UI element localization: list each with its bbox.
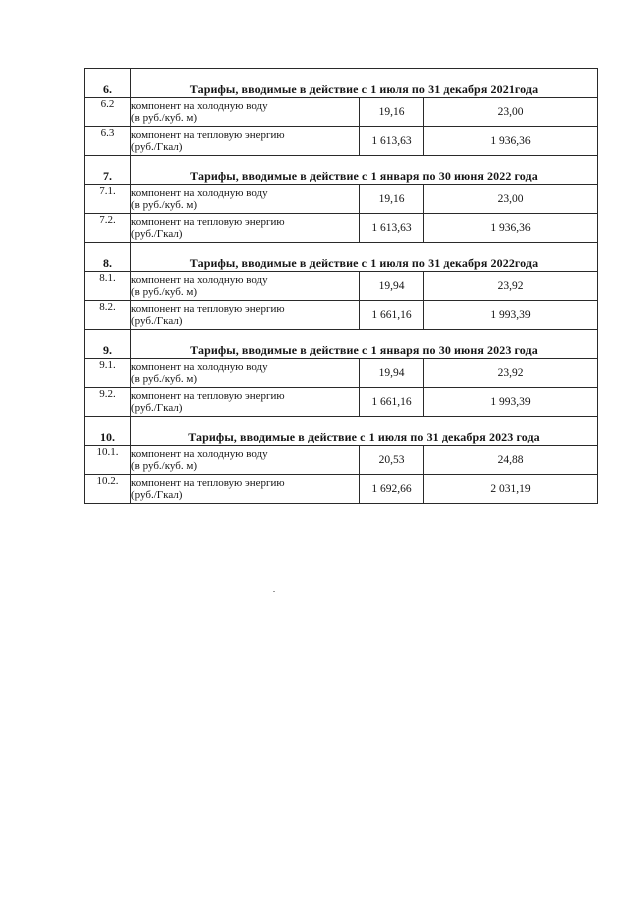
tariff-value-vat: 2 031,19 [424, 475, 598, 504]
tariff-value-vat: 23,00 [424, 185, 598, 214]
component-label: компонент на холодную воду [131, 447, 268, 460]
row-number: 7.2. [85, 214, 131, 243]
component-name [131, 446, 360, 475]
tariff-value: 1 613,63 [360, 214, 424, 243]
tariff-value-vat: 1 993,39 [424, 301, 598, 330]
section-title: Тарифы, вводимые в действие с 1 января по 30 июня 2023 года [131, 330, 598, 359]
component-label: компонент на тепловую энергию [131, 128, 285, 141]
component-name [131, 127, 360, 156]
component-name [131, 388, 360, 417]
scan-speck [273, 591, 275, 592]
component-unit: (руб./Гкал) [131, 402, 183, 414]
section-title: Тарифы, вводимые в действие с 1 июля по 31 декабря 2022года [131, 243, 598, 272]
component-name [131, 359, 360, 388]
tariff-value: 1 613,63 [360, 127, 424, 156]
table-row [85, 446, 598, 475]
section-header [85, 156, 598, 185]
row-number: 9.1. [85, 359, 131, 388]
row-number: 8.1. [85, 272, 131, 301]
tariff-value-vat: 1 993,39 [424, 388, 598, 417]
section-number: 7. [85, 156, 131, 185]
component-unit: (в руб./куб. м) [131, 460, 197, 472]
tariff-value: 1 661,16 [360, 301, 424, 330]
component-name [131, 214, 360, 243]
row-number: 10.2. [85, 475, 131, 504]
component-name [131, 475, 360, 504]
table-row [85, 127, 598, 156]
tariff-table [84, 68, 598, 504]
row-number: 7.1. [85, 185, 131, 214]
component-unit: (в руб./куб. м) [131, 373, 197, 385]
component-label: компонент на тепловую энергию [131, 302, 285, 315]
component-label: компонент на холодную воду [131, 360, 268, 373]
component-name [131, 185, 360, 214]
row-number: 10.1. [85, 446, 131, 475]
component-unit: (в руб./куб. м) [131, 286, 197, 298]
tariff-value: 19,94 [360, 359, 424, 388]
table-row [85, 185, 598, 214]
tariff-value: 1 661,16 [360, 388, 424, 417]
component-label: компонент на тепловую энергию [131, 215, 285, 228]
section-number: 10. [85, 417, 131, 446]
table-row [85, 388, 598, 417]
component-name [131, 272, 360, 301]
section-number: 8. [85, 243, 131, 272]
tariff-value-vat: 24,88 [424, 446, 598, 475]
component-unit: (в руб./куб. м) [131, 199, 197, 211]
section-number: 6. [85, 69, 131, 98]
component-name [131, 301, 360, 330]
component-unit: (руб./Гкал) [131, 315, 183, 327]
component-label: компонент на тепловую энергию [131, 476, 285, 489]
table-row [85, 301, 598, 330]
tariff-value-vat: 1 936,36 [424, 127, 598, 156]
component-name [131, 98, 360, 127]
tariff-value-vat: 23,92 [424, 272, 598, 301]
section-header [85, 330, 598, 359]
section-header [85, 243, 598, 272]
row-number: 6.3 [85, 127, 131, 156]
tariff-value-vat: 1 936,36 [424, 214, 598, 243]
table-row [85, 214, 598, 243]
component-label: компонент на холодную воду [131, 273, 268, 286]
table-row [85, 98, 598, 127]
tariff-value: 19,16 [360, 98, 424, 127]
component-label: компонент на холодную воду [131, 186, 268, 199]
component-unit: (руб./Гкал) [131, 228, 183, 240]
section-title: Тарифы, вводимые в действие с 1 июля по 31 декабря 2023 года [131, 417, 598, 446]
tariff-value: 1 692,66 [360, 475, 424, 504]
tariff-value-vat: 23,00 [424, 98, 598, 127]
section-title: Тарифы, вводимые в действие с 1 июля по 31 декабря 2021года [131, 69, 598, 98]
table-row [85, 359, 598, 388]
component-unit: (руб./Гкал) [131, 141, 183, 153]
table-row [85, 475, 598, 504]
component-label: компонент на холодную воду [131, 99, 268, 112]
row-number: 8.2. [85, 301, 131, 330]
tariff-value-vat: 23,92 [424, 359, 598, 388]
component-unit: (руб./Гкал) [131, 489, 183, 501]
row-number: 9.2. [85, 388, 131, 417]
tariff-value: 19,94 [360, 272, 424, 301]
component-unit: (в руб./куб. м) [131, 112, 197, 124]
section-header [85, 69, 598, 98]
section-number: 9. [85, 330, 131, 359]
section-header [85, 417, 598, 446]
component-label: компонент на тепловую энергию [131, 389, 285, 402]
section-title: Тарифы, вводимые в действие с 1 января по 30 июня 2022 года [131, 156, 598, 185]
table-row [85, 272, 598, 301]
tariff-value: 19,16 [360, 185, 424, 214]
tariff-value: 20,53 [360, 446, 424, 475]
row-number: 6.2 [85, 98, 131, 127]
